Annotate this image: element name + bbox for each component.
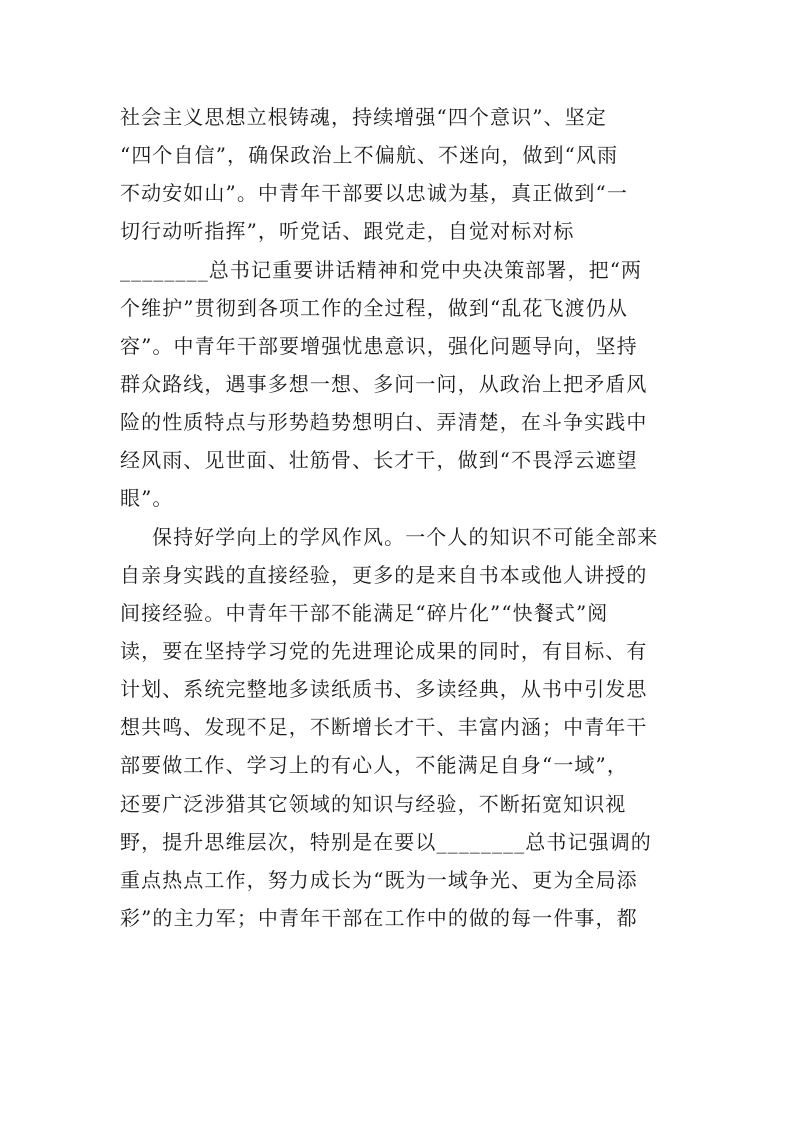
- text-line: 不动安如山”。中青年干部要以忠诚为基，真正做到“一: [120, 181, 628, 205]
- text-line: 险的性质特点与形势趋势想明白、弄清楚，在斗争实践中: [120, 410, 648, 434]
- text-line: 计划、系统完整地多读纸质书、多读经典，从书中引发思: [120, 677, 648, 701]
- text-line: 间接经验。中青年干部不能满足“碎片化”“快餐式”阅: [120, 601, 609, 625]
- text-line: 还要广泛涉猎其它领域的知识与经验，不断拓宽知识视: [120, 792, 627, 816]
- text-line: 重点热点工作，努力成长为“既为一域争光、更为全局添: [120, 868, 638, 892]
- text-line: 自亲身实践的直接经验，更多的是来自书本或他人讲授的: [120, 563, 648, 587]
- text-line: ________总书记重要讲话精神和党中央决策部署，把“两: [120, 258, 643, 282]
- text-line: 彩”的主力军；中青年干部在工作中的做的每一件事，都: [120, 906, 638, 930]
- text-line: 个维护”贯彻到各项工作的全过程，做到“乱花飞渡仍从: [120, 296, 628, 320]
- text-line: 群众路线，遇事多想一想、多问一问，从政治上把矛盾风: [120, 372, 648, 396]
- text-line: 读，要在坚持学习党的先进理论成果的同时，有目标、有: [120, 639, 648, 663]
- text-line: 切行动听指挥”，听党话、跟党走，自觉对标对标: [120, 219, 575, 243]
- text-line: 社会主义思想立根铸魂，持续增强“四个意识”、坚定: [120, 105, 607, 129]
- text-line: 想共鸣、发现不足，不断增长才干、丰富内涵；中青年干: [120, 715, 648, 739]
- paragraph-first-line: 保持好学向上的学风作风。一个人的知识不可能全部来: [152, 525, 659, 549]
- text-line: 容”。中青年干部要增强忧患意识，强化问题导向，坚持: [120, 334, 638, 358]
- text-line: 野，提升思维层次，特别是在要以________总书记强调的: [120, 830, 652, 854]
- text-line: 部要做工作、学习上的有心人，不能满足自身“一域”，: [120, 753, 628, 777]
- text-line: 经风雨、见世面、壮筋骨、长才干，做到“不畏浮云遮望: [120, 448, 638, 472]
- text-line: “四个自信”，确保政治上不偏航、不迷向，做到“风雨: [120, 143, 619, 167]
- text-line: 眼”。: [120, 486, 174, 510]
